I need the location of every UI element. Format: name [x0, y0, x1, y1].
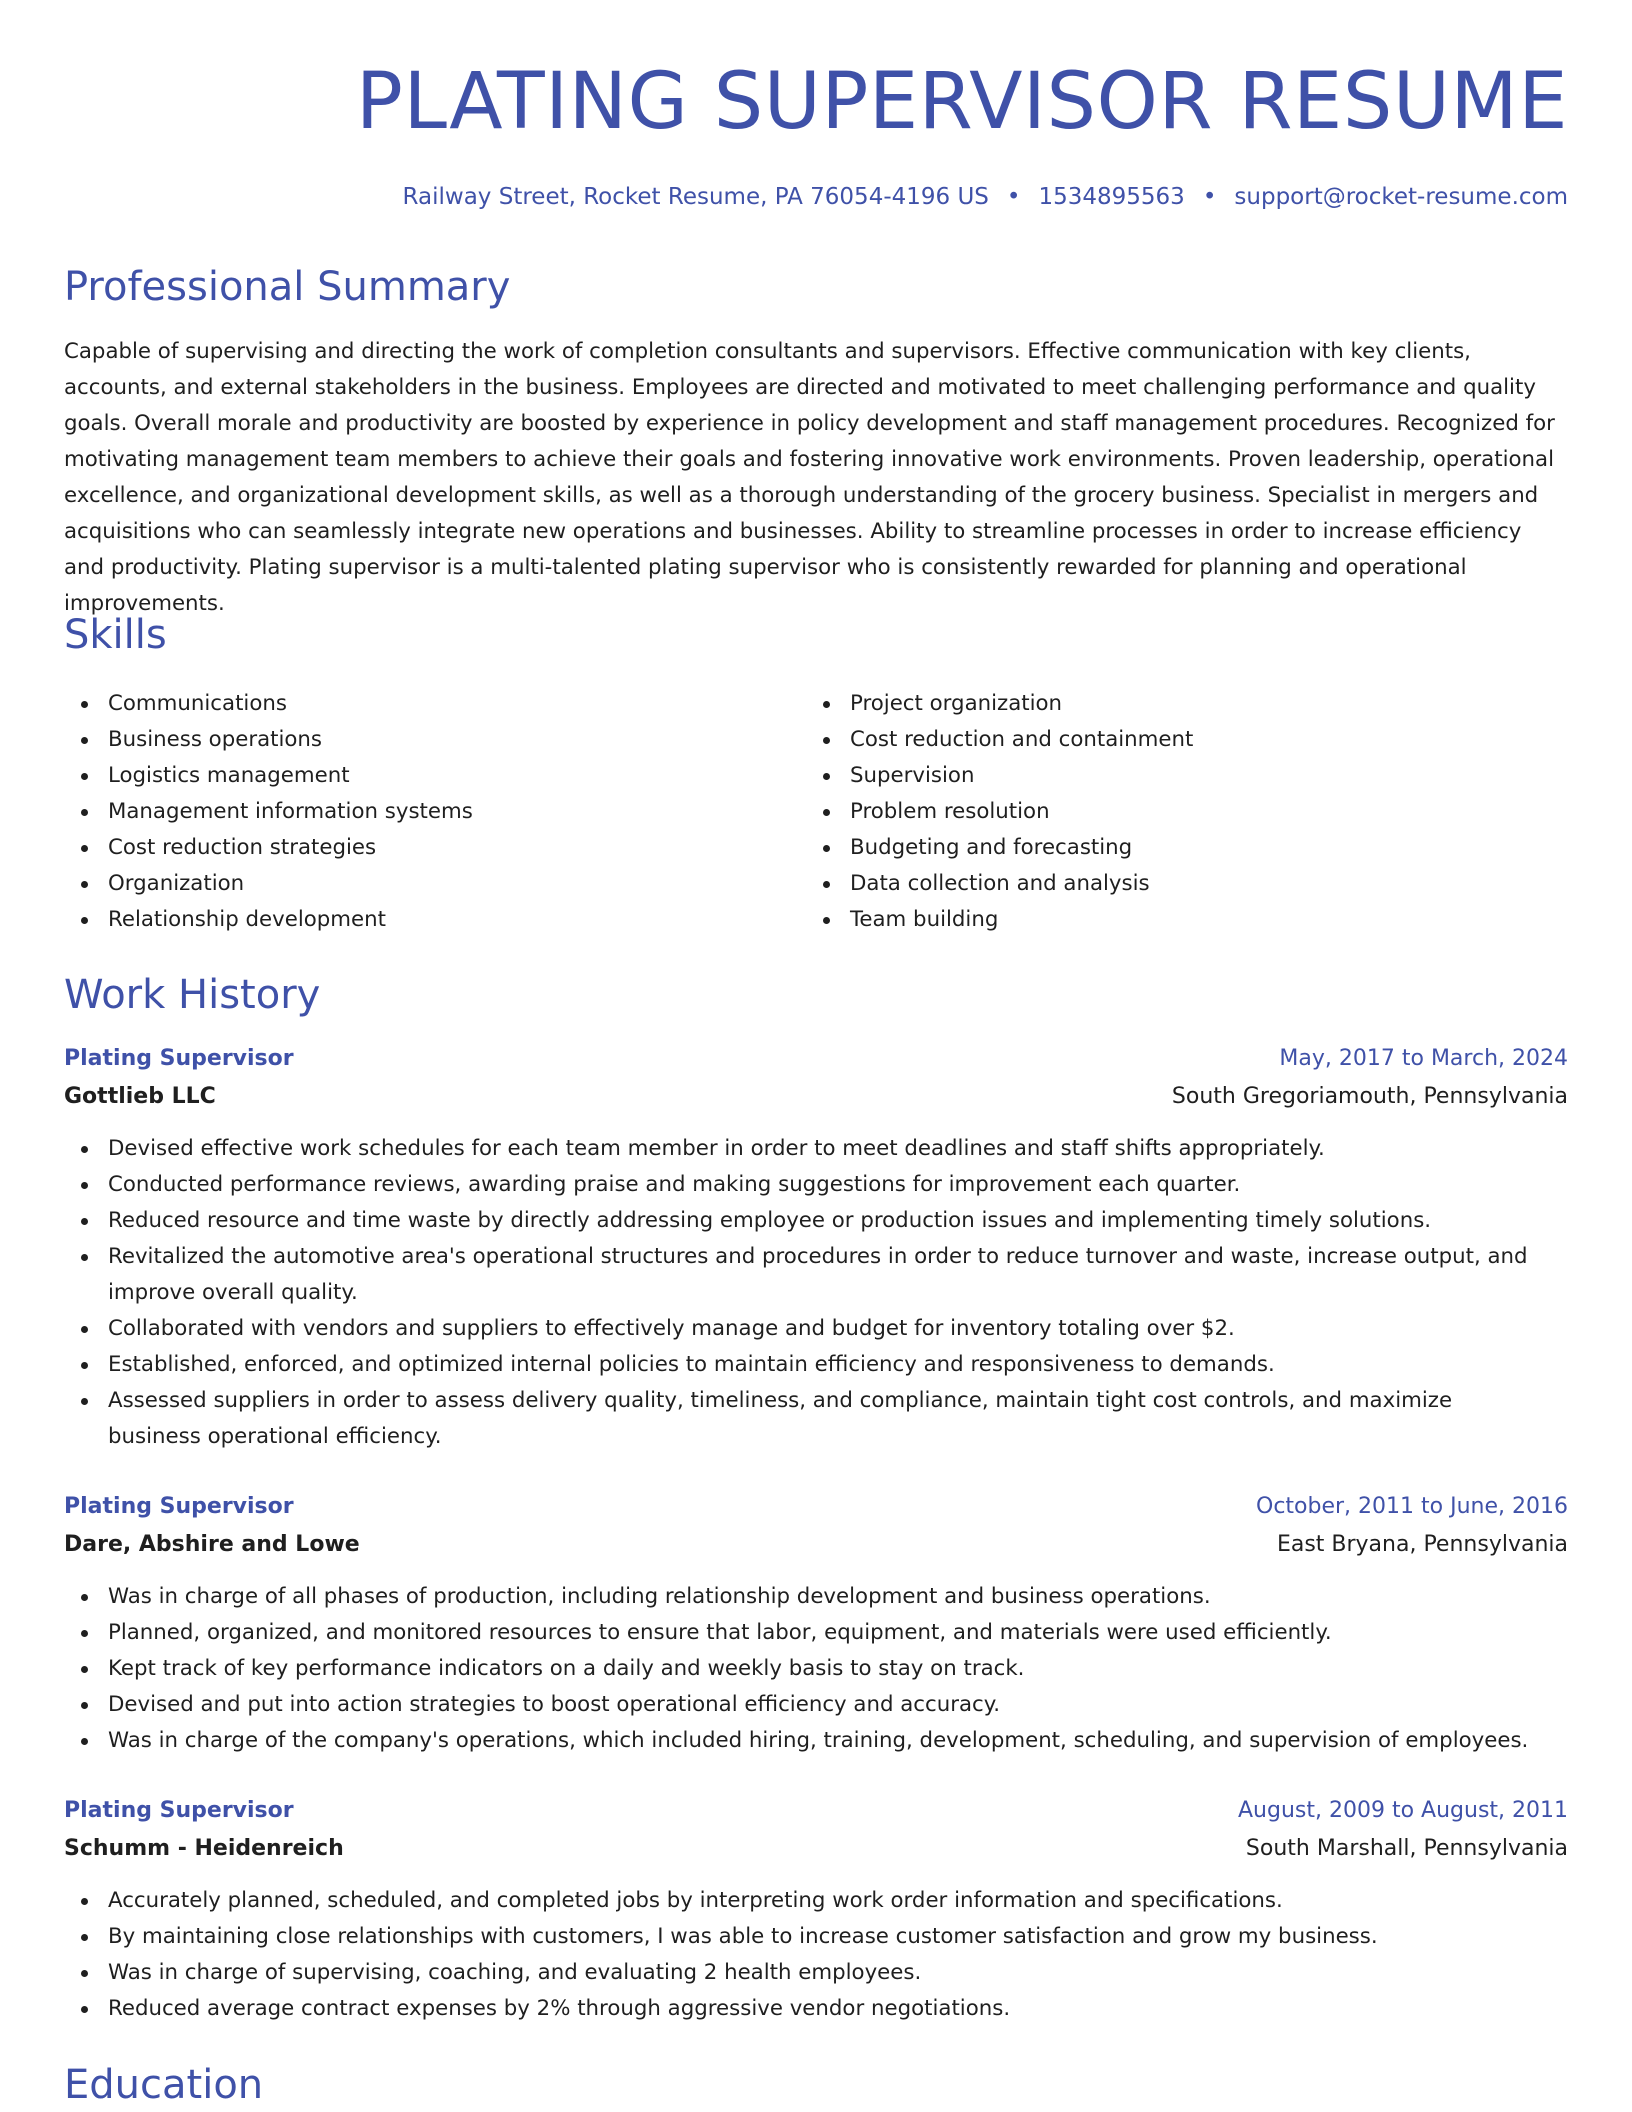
- job-bullet: Accurately planned, scheduled, and completed jobs by interpreting work order information and specifications.: [64, 1883, 1548, 1919]
- job-bullet: Assessed suppliers in order to assess delivery quality, timeliness, and compliance, maintain tight cost controls, and maximize business operational efficiency.: [64, 1383, 1548, 1455]
- job-location: East Bryana, Pennsylvania: [1276, 1532, 1568, 1557]
- job-header-row: [64, 1488, 1568, 1526]
- work-history-heading: Work History: [64, 972, 321, 1018]
- contact-separator: •: [1006, 184, 1021, 210]
- job-entry: [64, 1792, 1568, 2027]
- job-company-row: [64, 1830, 1568, 1868]
- job-title: Plating Supervisor: [64, 1798, 294, 1823]
- skill-item: Cost reduction and containment: [806, 722, 1548, 758]
- contact-email[interactable]: support@rocket-resume.com: [1234, 184, 1568, 210]
- skill-item: Relationship development: [64, 902, 806, 938]
- job-location: South Gregoriamouth, Pennsylvania: [1171, 1084, 1568, 1109]
- skill-item: Logistics management: [64, 758, 806, 794]
- job-dates: May, 2017 to March, 2024: [1279, 1046, 1568, 1071]
- job-bullet: Reduced resource and time waste by directly addressing employee or production issues and implementing timely solutions.: [64, 1203, 1548, 1239]
- job-bullet: Conducted performance reviews, awarding praise and making suggestions for improvement each quarter.: [64, 1167, 1548, 1203]
- education-heading: Education: [64, 2062, 264, 2108]
- contact-line: [403, 180, 1568, 214]
- skill-item: Supervision: [806, 758, 1548, 794]
- summary-text: Capable of supervising and directing the work of completion consultants and supervisors. Effective communication with key clients, accounts, and external stakeholders in the business. Employees are directed and motivated to meet challenging performance and quality goals. Overall morale and productivity are boosted by experience in policy development and staff management procedures. Recognized for motivating management team members to achieve their goals and fostering innovative work environments. Proven leadership, operational excellence, and organizational development skills, as well as a thorough understanding of the grocery business. Specialist in mergers and acquisitions who can seamlessly integrate new operations and businesses. Ability to streamline processes in order to increase efficiency and productivity. Plating supervisor is a multi-talented plating supervisor who is consistently rewarded for planning and operational improvements.: [64, 339, 1555, 616]
- job-bullet: By maintaining close relationships with customers, I was able to increase customer satisfaction and grow my business.: [64, 1919, 1548, 1955]
- job-company: Gottlieb LLC: [64, 1084, 216, 1109]
- job-company-row: [64, 1078, 1568, 1116]
- job-bullet: Was in charge of all phases of production, including relationship development and business operations.: [64, 1579, 1548, 1615]
- job-company-row: [64, 1526, 1568, 1564]
- job-bullet: Revitalized the automotive area's operational structures and procedures in order to reduce turnover and waste, increase output, and improve overall quality.: [64, 1239, 1548, 1311]
- skills-column-left: [64, 686, 806, 938]
- skill-item: Organization: [64, 866, 806, 902]
- summary-heading: Professional Summary: [64, 264, 511, 310]
- job-company: Schumm - Heidenreich: [64, 1836, 344, 1861]
- job-bullet: Reduced average contract expenses by 2% through aggressive vendor negotiations.: [64, 1991, 1548, 2027]
- job-bullet: Was in charge of the company's operations, which included hiring, training, development, scheduling, and supervision of employees.: [64, 1723, 1548, 1759]
- resume-title: PLATING SUPERVISOR RESUME: [355, 57, 1568, 147]
- skill-item: Project organization: [806, 686, 1548, 722]
- skill-item: Communications: [64, 686, 806, 722]
- skill-item: Management information systems: [64, 794, 806, 830]
- job-bullet: Planned, organized, and monitored resources to ensure that labor, equipment, and materials were used efficiently.: [64, 1615, 1548, 1651]
- skills-column-right: [806, 686, 1548, 938]
- skill-item: Problem resolution: [806, 794, 1548, 830]
- job-header-row: [64, 1792, 1568, 1830]
- job-bullet: Established, enforced, and optimized internal policies to maintain efficiency and responsiveness to demands.: [64, 1347, 1548, 1383]
- job-title: Plating Supervisor: [64, 1046, 294, 1071]
- skill-item: Business operations: [64, 722, 806, 758]
- job-title: Plating Supervisor: [64, 1494, 294, 1519]
- skill-item: Team building: [806, 902, 1548, 938]
- job-bullet: Was in charge of supervising, coaching, and evaluating 2 health employees.: [64, 1955, 1548, 1991]
- job-company: Dare, Abshire and Lowe: [64, 1532, 360, 1557]
- contact-separator: •: [1202, 184, 1217, 210]
- skill-item: Budgeting and forecasting: [806, 830, 1548, 866]
- job-bullet: Devised effective work schedules for each team member in order to meet deadlines and staff shifts appropriately.: [64, 1131, 1548, 1167]
- job-bullet: Kept track of key performance indicators on a daily and weekly basis to stay on track.: [64, 1651, 1548, 1687]
- skill-item: Data collection and analysis: [806, 866, 1548, 902]
- job-dates: October, 2011 to June, 2016: [1256, 1494, 1568, 1519]
- job-entry: [64, 1040, 1568, 1455]
- contact-address: Railway Street, Rocket Resume, PA 76054-4196 US: [402, 184, 989, 210]
- job-location: South Marshall, Pennsylvania: [1245, 1836, 1568, 1861]
- job-bullet: Collaborated with vendors and suppliers to effectively manage and budget for inventory totaling over $2.: [64, 1311, 1548, 1347]
- job-bullet: Devised and put into action strategies to boost operational efficiency and accuracy.: [64, 1687, 1548, 1723]
- skills-heading: Skills: [64, 612, 167, 658]
- job-header-row: [64, 1040, 1568, 1078]
- job-dates: August, 2009 to August, 2011: [1238, 1798, 1568, 1823]
- job-bullet-list: [64, 1131, 1568, 1455]
- job-bullet-list: [64, 1579, 1568, 1759]
- job-entry: [64, 1488, 1568, 1759]
- job-bullet-list: [64, 1883, 1568, 2027]
- skill-item: Cost reduction strategies: [64, 830, 806, 866]
- skills-list: [64, 686, 1568, 938]
- contact-phone: 1534895563: [1038, 184, 1185, 210]
